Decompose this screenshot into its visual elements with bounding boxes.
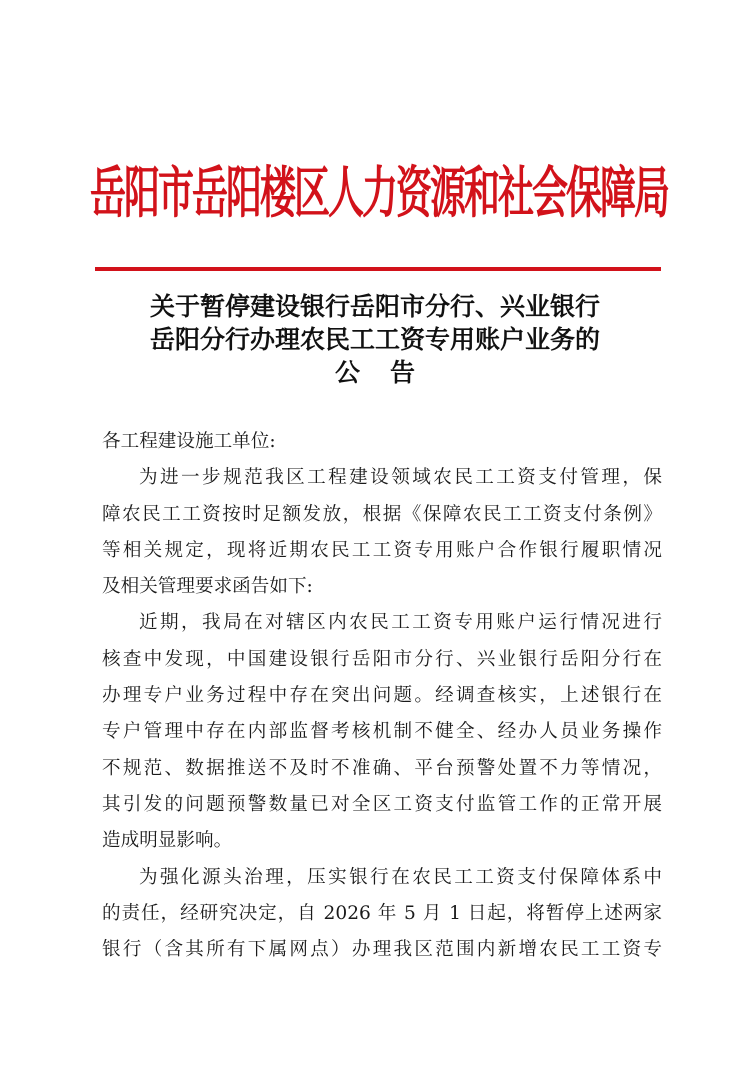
paragraph-line: 专户管理中存在内部监督考核机制不健全、经办人员业务操作 xyxy=(102,721,662,743)
paragraph-line: 办理专户业务过程中存在突出问题。经调查核实，上述银行在 xyxy=(102,685,662,707)
agency-header: 岳阳市岳阳楼区人力资源和社会保障局 xyxy=(90,162,669,226)
salutation: 各工程建设施工单位: xyxy=(102,431,276,452)
title-line-2: 岳阳分行办理农民工工资专用账户业务的 xyxy=(149,325,600,354)
paragraph-2 xyxy=(102,605,662,859)
paragraph-line: 及相关管理要求函告如下: xyxy=(102,576,313,598)
red-divider-line xyxy=(95,267,661,271)
paragraph-line: 其引发的问题预警数量已对全区工资支付监管工作的正常开展 xyxy=(102,793,662,815)
document-body xyxy=(102,424,662,968)
paragraph-line: 造成明显影响。 xyxy=(102,830,233,852)
paragraph-line: 为进一步规范我区工程建设领域农民工工资支付管理，保 xyxy=(139,467,662,489)
document-title xyxy=(60,290,690,389)
paragraph-line: 核查中发现，中国建设银行岳阳市分行、兴业银行岳阳分行在 xyxy=(102,648,662,670)
paragraph-line: 障农民工工资按时足额发放，根据《保障农民工工资支付条例》 xyxy=(102,503,662,525)
paragraph-line: 不规范、数据推送不及时不准确、平台预警处置不力等情况， xyxy=(102,757,662,779)
paragraph-3 xyxy=(102,860,662,969)
paragraph-line: 的责任，经研究决定，自 2026 年 5 月 1 日起，将暂停上述两家 xyxy=(102,902,662,924)
title-line-3: 公告 xyxy=(334,358,445,387)
paragraph-line: 等相关规定，现将近期农民工工资专用账户合作银行履职情况 xyxy=(102,539,662,561)
paragraph-line: 为强化源头治理，压实银行在农民工工资支付保障体系中 xyxy=(139,866,662,888)
paragraph-line: 近期，我局在对辖区内农民工工资专用账户运行情况进行 xyxy=(139,612,662,634)
paragraph-1 xyxy=(102,460,662,605)
paragraph-line: 银行（含其所有下属网点）办理我区范围内新增农民工工资专 xyxy=(102,939,662,961)
title-line-1: 关于暂停建设银行岳阳市分行、兴业银行 xyxy=(149,292,600,321)
